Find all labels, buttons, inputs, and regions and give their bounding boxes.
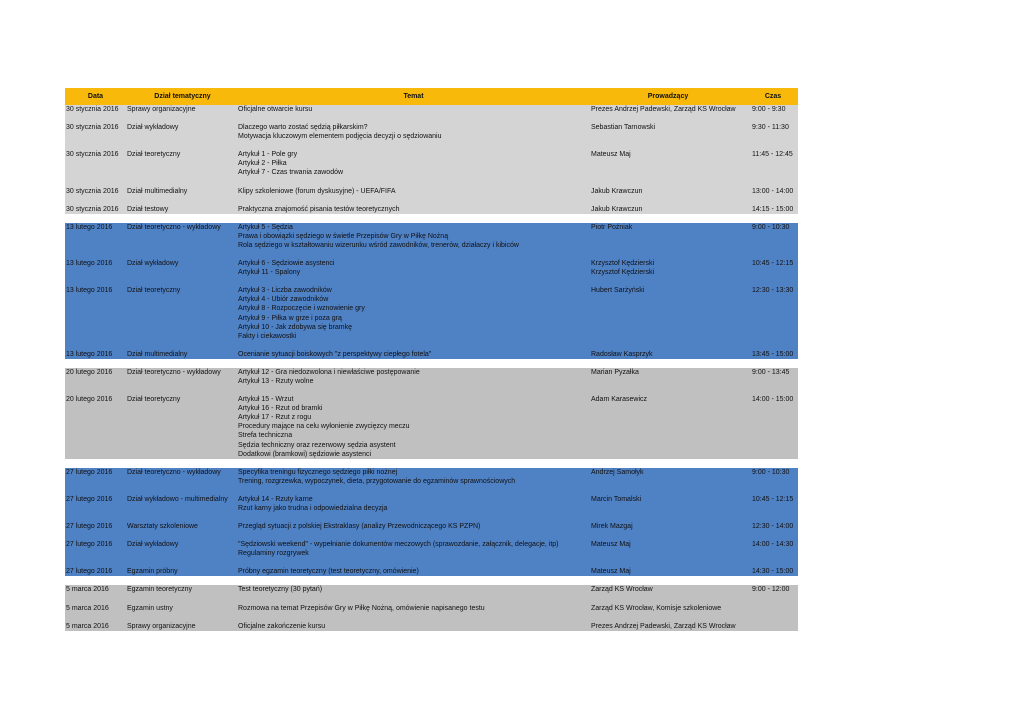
topic-cell-line: Artykuł 3 - Liczba zawodników (238, 287, 332, 295)
topic-cell-line: Klipy szkoleniowe (forum dyskusyjne) - UEFA/FIFA (238, 187, 396, 195)
table-row (65, 205, 798, 214)
date-cell: 30 stycznia 2016 (66, 205, 119, 213)
lecturer-cell (588, 205, 748, 214)
time-cell: 11:45 - 12:45 (752, 151, 793, 159)
section-cell: Egzamin ustny (127, 604, 173, 612)
time-cell: 9:00 - 13:45 (752, 368, 790, 376)
section-cell: Egzamin próbny (127, 568, 178, 576)
date-cell: 20 lutego 2016 (66, 396, 113, 404)
topic-cell (236, 495, 588, 513)
topic-cell-line: Sędzia techniczny oraz rezerwowy sędzia asystent (238, 441, 396, 449)
time-cell: 9:00 - 10:30 (752, 223, 790, 231)
table-row (65, 187, 798, 196)
topic-cell-line: Artykuł 9 - Piłka w grze i poza grą (238, 314, 342, 322)
topic-cell (236, 604, 588, 613)
topic-cell-line: Specyfika treningu fizycznego sędziego piłki nożnej (238, 468, 398, 476)
lecturer-cell-line: Marian Pyzałka (591, 368, 639, 376)
row-spacer (65, 558, 798, 567)
lecturer-cell (588, 105, 748, 114)
schedule-sheet (65, 88, 798, 631)
lecturer-cell (588, 150, 748, 177)
topic-cell (236, 150, 588, 177)
topic-cell-line: Fakty i ciekawostki (238, 332, 297, 340)
section-cell: Dział teoretyczny (127, 396, 181, 404)
date-cell: 13 lutego 2016 (66, 287, 113, 295)
table-row (65, 468, 798, 486)
header-section: Dział tematyczny (154, 93, 211, 100)
topic-cell-line: Artykuł 10 - Jak zdobywa się bramkę (238, 323, 352, 331)
topic-cell (236, 585, 588, 594)
lecturer-cell-line: Marcin Tomalski (591, 495, 642, 503)
schedule-block (65, 105, 798, 214)
topic-cell-line: Przegląd sytuacji z polskiej Ekstraklasy (analizy Przewodniczącego KS PZPN) (238, 523, 481, 531)
topic-cell-line: Artykuł 16 - Rzut od bramki (238, 405, 323, 413)
section-cell: Warsztaty szkoleniowe (127, 523, 198, 531)
lecturer-cell-line: Mateusz Maj (591, 568, 631, 576)
time-cell: 12:30 - 13:30 (752, 287, 794, 295)
section-cell: Dział wykładowy (127, 124, 179, 132)
lecturer-cell-line: Piotr Poźniak (591, 223, 633, 231)
table-row (65, 286, 798, 341)
topic-cell-line: Prawa i obowiązki sędziego w świetle Przepisów Gry w Piłkę Nożną (238, 232, 449, 240)
topic-cell (236, 205, 588, 214)
topic-cell-line: Rozmowa na temat Przepisów Gry w Piłkę Nożną, omówienie napisanego testu (238, 604, 485, 612)
topic-cell-line: Dodatkowi (bramkowi) sędziowie asystenci (238, 450, 372, 458)
topic-cell-line: "Sędziowski weekend" - wypełnianie dokumentów meczowych (sprawozdanie, załącznik, delegacje, itp) (238, 541, 559, 549)
section-cell: Dział teoretyczny (127, 287, 181, 295)
date-cell: 13 lutego 2016 (66, 260, 113, 268)
topic-cell-line: Artykuł 13 - Rzuty wolne (238, 377, 314, 385)
row-spacer (65, 513, 798, 522)
topic-cell (236, 187, 588, 196)
lecturer-cell (588, 395, 748, 459)
section-cell: Dział multimedialny (127, 187, 188, 195)
table-row (65, 259, 798, 277)
lecturer-cell (588, 622, 748, 631)
lecturer-cell-line: Zarząd KS Wrocław (591, 586, 653, 594)
time-cell: 9:00 - 10:30 (752, 468, 790, 476)
table-row (65, 567, 798, 576)
time-cell: 10:45 - 12:15 (752, 260, 794, 268)
table-row (65, 223, 798, 250)
section-cell: Dział multimedialny (127, 350, 188, 358)
section-cell: Dział teoretyczny (127, 151, 181, 159)
section-cell: Dział teoretyczno - wykładowy (127, 223, 221, 231)
schedule-block (65, 468, 798, 577)
topic-cell-line: Artykuł 5 - Sędzia (238, 223, 293, 231)
lecturer-cell (588, 259, 748, 277)
table-row (65, 540, 798, 558)
lecturer-cell-line: Adam Karasewicz (591, 396, 648, 404)
topic-cell (236, 350, 588, 359)
lecturer-cell (588, 368, 748, 386)
lecturer-cell-line: Radosław Kasprzyk (591, 350, 653, 358)
topic-cell (236, 259, 588, 277)
section-cell: Dział teoretyczno - wykładowy (127, 368, 221, 376)
date-cell: 13 lutego 2016 (66, 223, 113, 231)
lecturer-cell (588, 223, 748, 250)
table-row (65, 522, 798, 531)
time-cell: 9:00 - 12:00 (752, 586, 790, 594)
topic-cell-line: Test teoretyczny (30 pytań) (238, 586, 323, 594)
lecturer-cell (588, 604, 748, 613)
time-cell: 14:00 - 14:30 (752, 541, 794, 549)
lecturer-cell-line: Jakub Krawczun (591, 187, 643, 195)
topic-cell (236, 540, 588, 558)
header-topic: Temat (403, 93, 424, 100)
header-date: Data (87, 93, 104, 100)
row-spacer (65, 141, 798, 150)
lecturer-cell-line: Sebastian Tarnowski (591, 124, 656, 132)
section-cell: Dział wykładowy (127, 541, 179, 549)
section-cell: Dział testowy (127, 205, 169, 213)
time-cell (748, 604, 798, 613)
topic-cell-line: Trening, rozgrzewka, wypoczynek, dieta, przygotowanie do egzaminów sprawnościowych (238, 477, 516, 485)
date-cell: 20 lutego 2016 (66, 368, 113, 376)
header-time: Czas (764, 93, 782, 100)
time-cell (748, 622, 798, 631)
date-cell: 27 lutego 2016 (66, 523, 113, 531)
section-cell: Sprawy organizacyjne (127, 622, 196, 630)
schedule-blocks (65, 105, 798, 631)
table-row (65, 368, 798, 386)
lecturer-cell (588, 286, 748, 341)
lecturer-cell (588, 540, 748, 558)
lecturer-cell-line: Krzysztof Kędzierski (591, 269, 655, 277)
topic-cell (236, 622, 588, 631)
table-row (65, 105, 798, 114)
date-cell: 30 stycznia 2016 (66, 151, 119, 159)
topic-cell-line: Artykuł 14 - Rzuty karne (238, 495, 313, 503)
lecturer-cell-line: Prezes Andrzej Padewski, Zarząd KS Wrocław (591, 106, 736, 113)
lecturer-cell-line: Prezes Andrzej Padewski, Zarząd KS Wrocław (591, 622, 736, 630)
lecturer-cell (588, 522, 748, 531)
date-cell: 5 marca 2016 (66, 622, 109, 630)
schedule-block (65, 585, 798, 630)
topic-cell-line: Oficjalne otwarcie kursu (238, 106, 313, 113)
topic-cell-line: Artykuł 6 - Sędziowie asystenci (238, 260, 335, 268)
table-row (65, 123, 798, 141)
topic-cell (236, 105, 588, 114)
time-cell: 14:15 - 15:00 (752, 205, 794, 213)
header-row (65, 88, 798, 105)
lecturer-cell (588, 585, 748, 594)
time-cell: 10:45 - 12:15 (752, 495, 794, 503)
date-cell: 27 lutego 2016 (66, 568, 113, 576)
topic-cell-line: Rzut karny jako trudna i odpowiedzialna decyzja (238, 505, 388, 512)
row-spacer (65, 250, 798, 259)
topic-cell-line: Próbny egzamin teoretyczny (test teoretyczny, omówienie) (238, 568, 419, 576)
topic-cell-line: Artykuł 12 - Gra niedozwolona i niewłaściwe postępowanie (238, 368, 420, 376)
date-cell: 27 lutego 2016 (66, 541, 113, 549)
topic-cell-line: Artykuł 17 - Rzut z rogu (238, 414, 312, 422)
lecturer-cell (588, 187, 748, 196)
date-cell: 5 marca 2016 (66, 604, 109, 612)
lecturer-cell (588, 495, 748, 513)
lecturer-cell-line: Mateusz Maj (591, 151, 631, 159)
row-spacer (65, 178, 798, 187)
topic-cell (236, 286, 588, 341)
topic-cell-line: Artykuł 4 - Ubiór zawodników (238, 296, 329, 304)
topic-cell-line: Artykuł 1 - Pole gry (238, 151, 298, 159)
lecturer-cell-line: Krzysztof Kędzierski (591, 260, 655, 268)
topic-cell (236, 468, 588, 486)
topic-cell-line: Praktyczna znajomość pisania testów teoretycznych (238, 205, 400, 213)
topic-cell-line: Procedury mające na celu wyłonienie zwycięzcy meczu (238, 423, 410, 431)
time-cell: 14:00 - 15:00 (752, 396, 794, 404)
topic-cell-line: Artykuł 7 - Czas trwania zawodów (238, 169, 344, 177)
topic-cell-line: Ocenianie sytuacji boiskowych "z perspektywy ciepłego fotela" (238, 350, 432, 358)
table-row (65, 622, 798, 631)
lecturer-cell-line: Mateusz Maj (591, 541, 631, 549)
date-cell: 30 stycznia 2016 (66, 124, 119, 132)
date-cell: 30 stycznia 2016 (66, 106, 119, 113)
time-cell: 13:45 - 15:00 (752, 350, 794, 358)
time-cell: 13:00 - 14:00 (752, 187, 794, 195)
time-cell: 14:30 - 15:00 (752, 568, 794, 576)
topic-cell-line: Artykuł 2 - Piłka (238, 160, 287, 168)
date-cell: 30 stycznia 2016 (66, 187, 119, 195)
row-spacer (65, 486, 798, 495)
topic-cell-line: Oficjalne zakończenie kursu (238, 622, 326, 630)
topic-cell (236, 395, 588, 459)
time-cell: 9:00 - 9:30 (752, 106, 786, 113)
lecturer-cell-line: Hubert Sarżyński (591, 287, 645, 295)
row-spacer (65, 196, 798, 205)
topic-cell-line: Artykuł 11 - Spalony (238, 269, 301, 277)
row-spacer (65, 595, 798, 604)
lecturer-cell (588, 468, 748, 486)
topic-cell (236, 368, 588, 386)
time-cell: 9:30 - 11:30 (752, 124, 789, 132)
table-row (65, 495, 798, 513)
topic-cell (236, 567, 588, 576)
row-spacer (65, 341, 798, 350)
topic-cell-line: Rola sędziego w kształtowaniu wizerunku wśród zawodników, trenerów, działaczy i kibiców (238, 241, 519, 249)
time-cell: 12:30 - 14:00 (752, 523, 794, 531)
header-lecturer: Prowadzący (647, 93, 689, 100)
topic-cell (236, 223, 588, 250)
section-cell: Dział teoretyczno - wykładowy (127, 468, 221, 476)
schedule-block (65, 368, 798, 459)
lecturer-cell-line: Andrzej Samołyk (591, 468, 644, 476)
topic-cell-line: Motywacja kluczowym elementem podjęcia decyzji o sędziowaniu (238, 133, 442, 141)
row-spacer (65, 386, 798, 395)
table-row (65, 585, 798, 594)
lecturer-cell-line: Zarząd KS Wrocław, Komisje szkoleniowe (591, 604, 722, 612)
topic-cell-line: Artykuł 8 - Rozpoczęcie i wznowienie gry (238, 305, 365, 313)
lecturer-cell (588, 567, 748, 576)
topic-cell-line: Regulaminy rozgrywek (238, 550, 309, 558)
date-cell: 27 lutego 2016 (66, 468, 113, 476)
date-cell: 27 lutego 2016 (66, 495, 113, 503)
row-spacer (65, 531, 798, 540)
section-cell: Egzamin teoretyczny (127, 586, 192, 594)
row-spacer (65, 114, 798, 123)
row-spacer (65, 613, 798, 622)
table-row (65, 395, 798, 459)
topic-cell (236, 522, 588, 531)
date-cell: 5 marca 2016 (66, 586, 109, 594)
section-cell: Dział wykładowo - multimedialny (127, 495, 228, 503)
table-row (65, 604, 798, 613)
table-row (65, 350, 798, 359)
section-cell: Dział wykładowy (127, 260, 179, 268)
schedule-block (65, 223, 798, 359)
lecturer-cell-line: Mirek Mazgaj (591, 523, 633, 531)
date-cell: 13 lutego 2016 (66, 350, 113, 358)
topic-cell-line: Artykuł 15 - Wrzut (238, 396, 294, 404)
row-spacer (65, 277, 798, 286)
lecturer-cell-line: Jakub Krawczun (591, 205, 643, 213)
section-cell: Sprawy organizacyjne (127, 106, 196, 113)
lecturer-cell (588, 350, 748, 359)
topic-cell (236, 123, 588, 141)
topic-cell-line: Dlaczego warto zostać sędzią piłkarskim? (238, 124, 368, 132)
table-row (65, 150, 798, 177)
lecturer-cell (588, 123, 748, 141)
topic-cell-line: Strefa techniczna (238, 432, 293, 440)
